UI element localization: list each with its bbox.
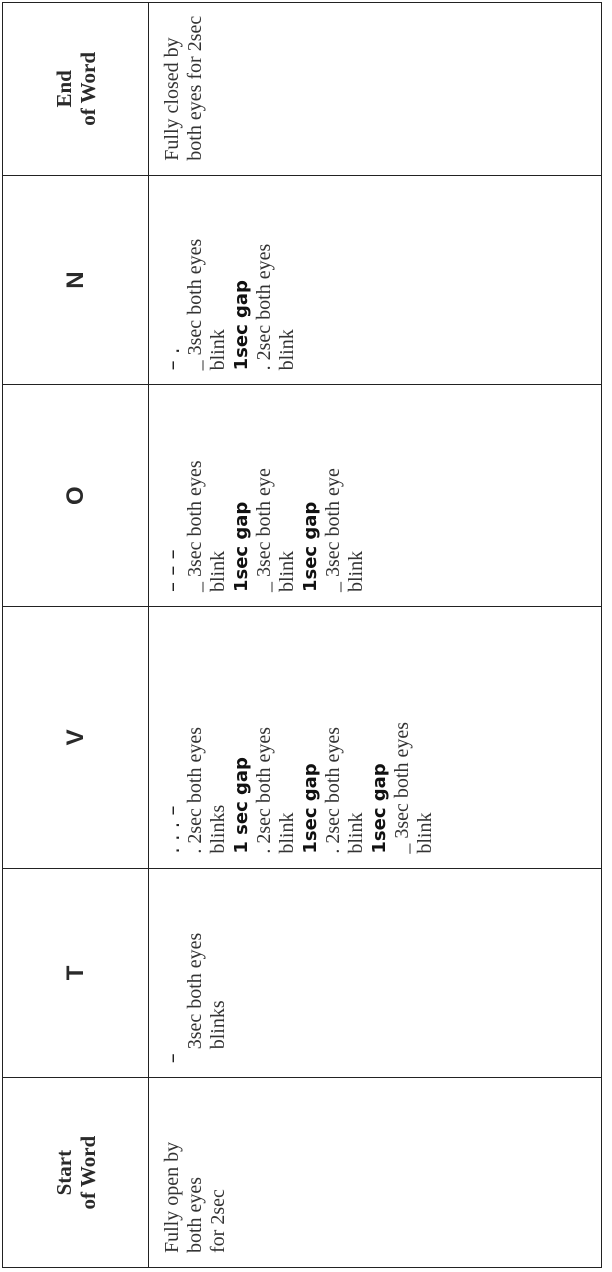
header-start-line2: of Word: [75, 1135, 100, 1210]
gap-label: 1sec gap: [231, 501, 252, 593]
cell-text: blink: [276, 329, 298, 371]
cell-text: both eyes for 2sec: [184, 15, 206, 161]
cell-text: blink: [276, 812, 298, 854]
column-letter-t: [3, 868, 601, 1078]
cell-text: for 2sec: [207, 1189, 229, 1253]
header-v-label: V: [61, 729, 89, 746]
cell-end-of-word: [149, 3, 601, 175]
gap-label: 1sec gap: [300, 501, 321, 593]
cell-text: blink: [414, 812, 436, 854]
morse-code-v: . . . –: [160, 805, 184, 854]
header-end-of-word: [3, 3, 149, 175]
cell-text: blink: [207, 329, 229, 371]
header-end-line1: End: [51, 70, 76, 108]
gap-label: 1sec gap: [300, 763, 321, 854]
cell-letter-v: [149, 607, 601, 868]
column-end-of-word: [3, 3, 601, 175]
column-letter-v: [3, 606, 601, 868]
header-o-label: O: [61, 486, 89, 506]
cell-text: both eyes: [184, 1176, 206, 1253]
cell-text: _ 3sec both eyes: [184, 238, 206, 371]
morse-blink-table: [2, 2, 602, 1268]
header-letter-v: [3, 607, 149, 868]
cell-text: blink: [207, 550, 229, 593]
rotated-table-wrapper: [2, 2, 602, 1268]
cell-text: . 2sec both eyes: [253, 243, 275, 371]
cell-text: blinks: [207, 804, 229, 854]
cell-text: Fully closed by: [161, 37, 183, 161]
morse-code-t: –: [160, 1053, 184, 1064]
header-t-label: T: [61, 965, 89, 981]
cell-text: _ 3sec both eye: [253, 468, 275, 593]
header-n-label: N: [61, 271, 89, 289]
gap-label: 1sec gap: [369, 763, 390, 854]
cell-letter-n: [149, 176, 601, 385]
cell-text: _ 3sec both eye: [322, 468, 344, 593]
header-letter-o: [3, 385, 149, 606]
cell-text: . 2sec both eyes: [184, 726, 206, 854]
cell-text: _ 3sec both eyes: [184, 460, 206, 593]
cell-letter-o: [149, 385, 601, 606]
cell-text: blink: [345, 550, 367, 593]
column-letter-n: [3, 175, 601, 385]
header-start-of-word: [3, 1078, 149, 1267]
header-end-line2: of Word: [75, 51, 100, 126]
cell-text: _ 3sec both eyes: [391, 721, 413, 854]
header-start-line1: Start: [51, 1149, 76, 1196]
cell-text: blink: [276, 550, 298, 593]
column-letter-o: [3, 384, 601, 606]
gap-label: 1sec gap: [231, 280, 252, 371]
cell-text: blinks: [207, 1000, 229, 1050]
column-start-of-word: [3, 1077, 601, 1267]
header-letter-t: [3, 869, 149, 1078]
cell-start-of-word: [149, 1078, 601, 1267]
cell-letter-t: [149, 869, 601, 1078]
gap-label: 1 sec gap: [231, 757, 252, 854]
cell-text: Fully open by: [161, 1141, 183, 1253]
morse-code-n: – .: [160, 347, 184, 371]
cell-text: . 2sec both eyes: [253, 726, 275, 854]
cell-text: blink: [345, 812, 367, 854]
cell-text: 3sec both eyes: [184, 932, 206, 1050]
cell-text: . 2sec both eyes: [322, 726, 344, 854]
header-letter-n: [3, 176, 149, 385]
morse-code-o: – – –: [160, 549, 184, 593]
